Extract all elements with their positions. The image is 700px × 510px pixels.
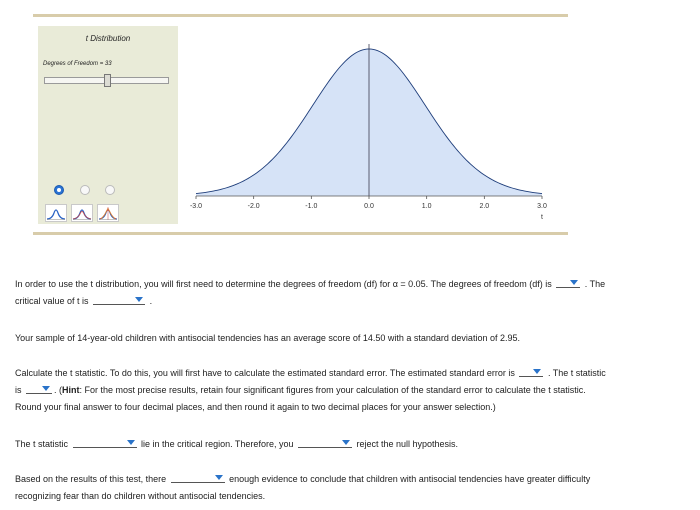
x-tick-label: -3.0	[189, 203, 203, 210]
q3-hint-text: : For the most precise results, retain four significant figures from your calculation of the standard error to calculate the t statistic.	[79, 385, 586, 395]
x-tick-label: 1.0	[421, 203, 432, 210]
control-panel	[38, 26, 178, 224]
x-tick-label: -2.0	[247, 203, 260, 210]
x-tick-label: 2.0	[479, 203, 490, 210]
hint-label: Hint	[62, 385, 80, 395]
reject-decision-dropdown[interactable]	[298, 437, 352, 448]
radio-one-tailed-left[interactable]	[54, 185, 64, 195]
standard-error-dropdown[interactable]	[519, 366, 543, 377]
q4-text-2: lie in the critical region. Therefore, you	[141, 439, 294, 449]
critical-region-dropdown[interactable]	[73, 437, 137, 448]
q1-text-3: critical value of t is	[15, 296, 89, 306]
q3-text-6: Round your final answer to four decimal places, and then round it again to two decimal places for your answer selection.)	[15, 402, 496, 412]
evidence-dropdown[interactable]	[171, 472, 225, 483]
multiple-curves-icon[interactable]	[97, 204, 119, 222]
critical-value-dropdown[interactable]	[93, 294, 145, 305]
q3-text-4: . (	[54, 385, 63, 395]
q1-text: In order to use the t distribution, you will first need to determine the degrees of freedom (df) for α = 0.05. The degrees of freedom (df) is	[15, 279, 552, 289]
question-degrees-of-freedom	[15, 276, 690, 310]
curve-thumbnail-icon[interactable]	[45, 204, 67, 222]
x-axis-ticks	[190, 196, 547, 210]
degrees-of-freedom-slider[interactable]	[44, 77, 169, 84]
q3-text-2: . The t statistic	[547, 368, 606, 378]
question-t-statistic	[15, 365, 690, 416]
x-tick-label: 0.0	[364, 203, 374, 210]
q5-text-3: recognizing fear than do children without antisocial tendencies.	[15, 491, 266, 501]
q4-text: The t statistic	[15, 439, 69, 449]
q3-text-3: is	[15, 385, 22, 395]
slider-thumb[interactable]	[104, 74, 111, 87]
q5-text-2: enough evidence to conclude that children with antisocial tendencies have greater difficulty	[229, 474, 591, 484]
question-critical-region	[15, 436, 690, 453]
t-statistic-dropdown[interactable]	[26, 383, 52, 394]
sample-description	[15, 330, 690, 347]
x-axis-label: t	[541, 214, 543, 221]
q4-text-3: reject the null hypothesis.	[356, 439, 459, 449]
degrees-of-freedom-label: Degrees of Freedom = 33	[43, 61, 112, 67]
t-distribution-plot	[178, 26, 564, 224]
overlay-curves-icon[interactable]	[71, 204, 93, 222]
bottom-divider	[33, 232, 568, 235]
q2-text: Your sample of 14-year-old children with antisocial tendencies has an average score of 14.50 with a standard deviation of 2.95.	[15, 333, 520, 343]
q1-text-2: . The	[584, 279, 606, 289]
x-tick-label: -1.0	[305, 203, 318, 210]
radio-two-tailed[interactable]	[80, 185, 90, 195]
radio-one-tailed-right[interactable]	[105, 185, 115, 195]
x-tick-label: 3.0	[537, 203, 547, 210]
t-distribution-widget	[38, 26, 564, 224]
q1-text-4: .	[149, 296, 153, 306]
df-dropdown[interactable]	[556, 277, 580, 288]
widget-title: t Distribution	[85, 34, 131, 43]
top-divider	[33, 14, 568, 17]
q5-text: Based on the results of this test, there	[15, 474, 167, 484]
question-conclusion	[15, 471, 690, 505]
q3-text: Calculate the t statistic. To do this, you will first have to calculate the estimated standard error. The estimated standard error is	[15, 368, 515, 378]
